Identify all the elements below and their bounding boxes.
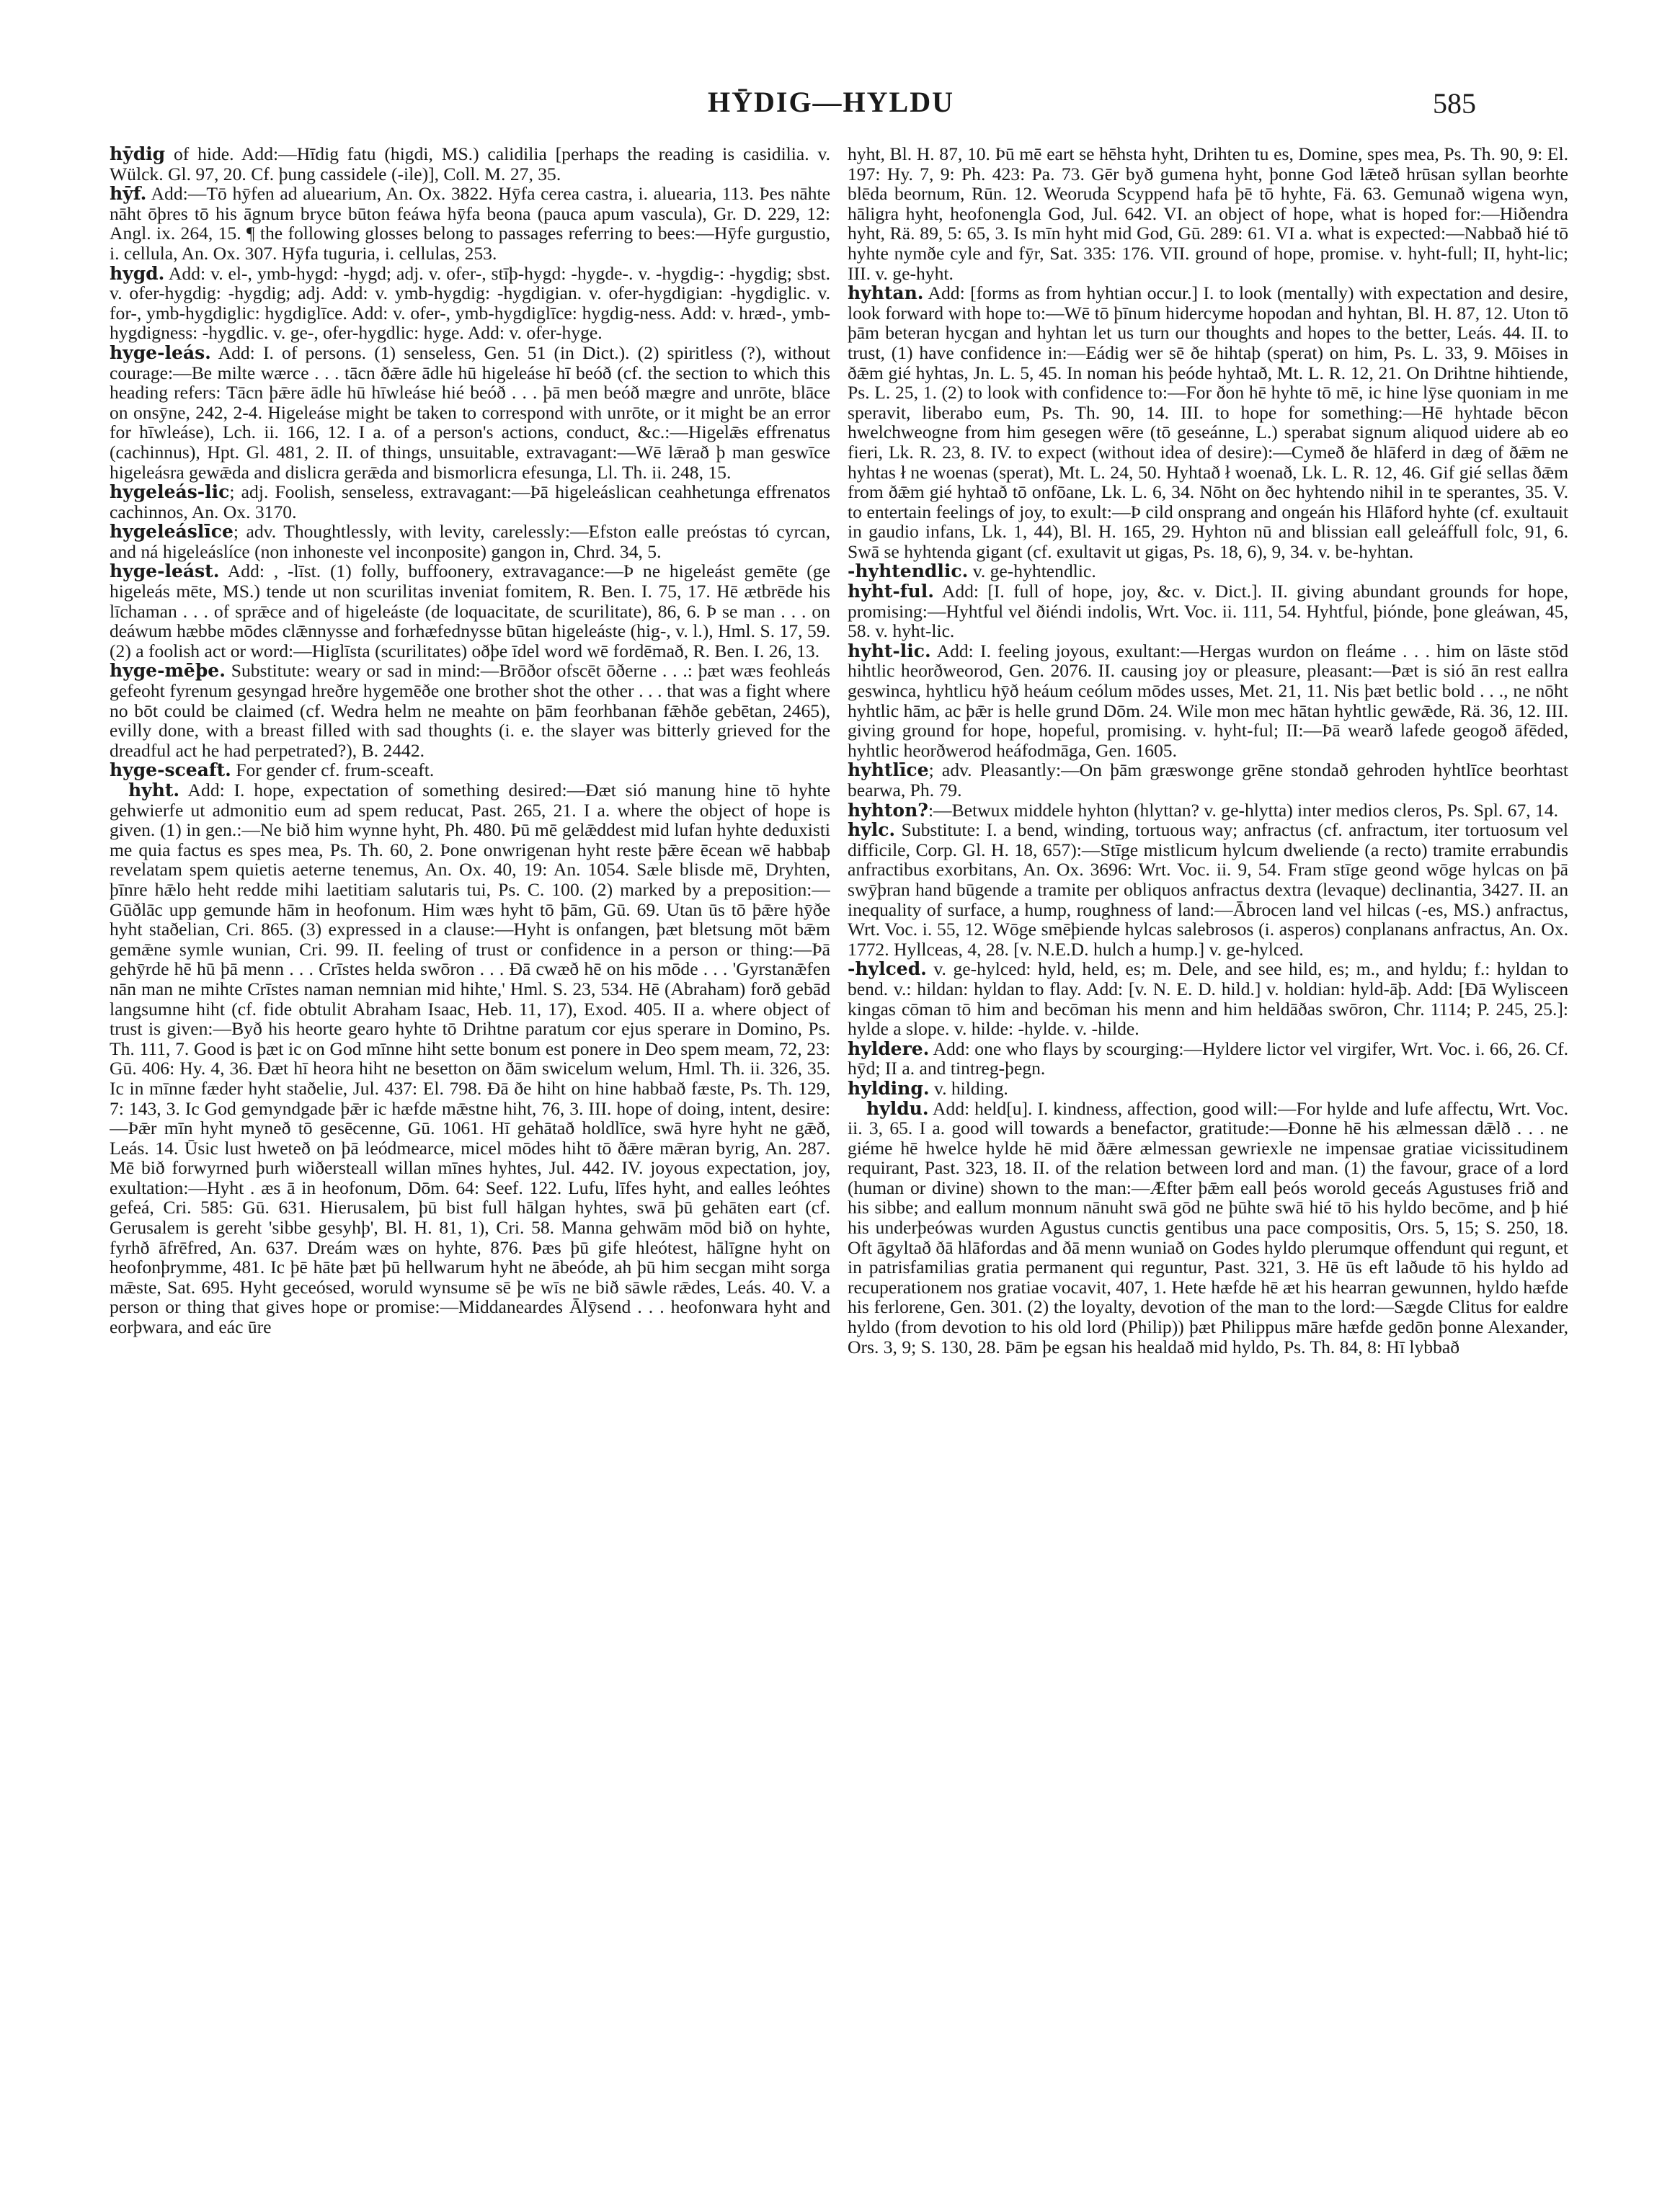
dictionary-entry (110, 661, 830, 760)
entry-text: ; adj. Foolish, senseless, extravagant:—Þā higeleáslican ceahhetunga effrenatos cachinnos, An. Ox. 3170. (110, 481, 830, 522)
entry-headword: hygeleás-lic (110, 481, 230, 503)
entry-text: Add: I. feeling joyous, exultant:—Hergas wurdon on fleáme . . . him on lāste stōd hihtlic heorðweorod, Gen. 2076. II. causing joy or pleasure, pleasant:—Þæt is sió ān rest eallra geswinca, hyhtlicu hȳð heáum ceólum mōdes usses, Met. 21, 11. Nis þæt betlic bold . . ., ne nōht hyhtlic hām, ac þǣr is helle grund Dōm. 24. Wile mon mec hātan hyhtlic gewǣde, Rä. 36, 12. III. giving ground for hope, hopeful, promising. v. hyht-ful; II:—Þā wearð lafede geogoð āfēded, hyhtlic heorðwerod heáfodmāga, Gen. 1605. (848, 640, 1568, 761)
entry-headword: -hylced. (848, 958, 927, 980)
entry-headword: hylding. (848, 1077, 930, 1099)
entry-text: Substitute: I. a bend, winding, tortuous way; anfractus (cf. anfractum, iter tortuosum vel difficile, Corp. Gl. H. 18, 657):—Stīge mistlicum hylcum dweliende (a recto) tramite errabundis anfractibus exorbitans, An. Ox. 3696: Wrt. Voc. ii. 9, 54. Fram stīge geond wōge hylcas on þā swȳþran hand būgende a tramite per obliquos anfractus dextra (levaque) declinantia, 3427. II. an inequality of surface, a hump, roughness of land:—Ābrocen land vel hilcas (-es, MS.) anfractus, Wrt. Voc. i. 55, 12. Wōge smēþiende hylcas salebrosos (i. asperos) conplanans anfractus, An. Ox. 1772. Hyllceas, 4, 28. [v. N.E.D. hulch a hump.] v. ge-hylced. (848, 819, 1568, 960)
page-header (0, 85, 1662, 135)
entry-headword: hyht-ful. (848, 581, 934, 602)
entry-headword: hyht. (128, 780, 180, 800)
dictionary-entry (110, 264, 830, 343)
entry-headword: hyldu. (866, 1097, 929, 1119)
dictionary-entry (848, 641, 1568, 761)
dictionary-entry (848, 959, 1568, 1038)
entry-headword: hyge-mēþe. (110, 660, 226, 682)
entry-headword: hyge-sceaft. (110, 759, 231, 781)
entry-text: v. ge-hylced: hyld, held, es; m. Dele, and see hild, es; m., and hyldu; f.: hyldan to bend. v.: hildan: hyldan to flay. Add: [v. N. E. D. hild.] v. holdian: hyld-āþ. Add: [Ðā Wylisceen kingas cōman tō him and becōman his menn and him heldāðas swōron, Chr. 1114; P. 245, 25.]: hylde a slope. v. hilde: -hylde. v. -hilde. (848, 958, 1568, 1040)
dictionary-entry (110, 343, 830, 482)
entry-headword: -hyhtendlic. (848, 561, 969, 582)
dictionary-entry (110, 184, 830, 263)
entry-headword: hyhtlīce (848, 759, 929, 781)
dictionary-entry (110, 780, 830, 1337)
entry-headword: hȳf. (110, 183, 147, 205)
dictionary-entry (110, 561, 830, 661)
dictionary-entry (848, 581, 1568, 641)
dictionary-entry (848, 760, 1568, 800)
entry-text: ; adv. Thoughtlessly, with levity, carelessly:—Efston ealle preóstas tó cyrcan, and ná higeleáslíce (non inhoneste vel inconposite) gangon in, Chrd. 34, 5. (110, 521, 830, 562)
dictionary-entry (110, 522, 830, 561)
dictionary-entry (848, 1099, 1568, 1357)
right-column (848, 144, 1568, 2162)
entry-text: Add:—Tō hȳfen ad aluearium, An. Ox. 3822. Hȳfa cerea castra, i. aluearia, 113. Þes nāhte nāht ōþres tō his āgnum bryce būton feáwa hȳfa beona (pauca apum vascula), Gr. D. 229, 12: Angl. ix. 264, 15. ¶ the following glosses belong to passages referring to bees:—Hȳfe gurgustio, i. cellula, An. Ox. 307. Hȳfa tuguria, i. cellulas, 253. (110, 183, 830, 264)
entry-text: v. ge-hyhtendlic. (968, 561, 1096, 582)
entry-headword: hygeleáslīce (110, 521, 234, 543)
entry-text: Add: held[u]. I. kindness, affection, good will:—For hylde and lufe affectu, Wrt. Voc. ii. 3, 65. I a. good will towards a benefactor, gratitude:—Ðonne hē his ælmessan dǣlð . . . ne giéme hē hwelce hylde hē mid ðǣre ælmessan gewriexle ne impensae gratiae vicissitudinem requirant, Past. 323, 18. II. of the relation between lord and man. (1) the favour, grace of a lord (human or divine) shown to the man:—Æfter þǣm eall þeós worold geceás Agustuses frið and his sibbe; and eallum monnum nānuht swā gōd ne þūhte swā hié tō his hyldo becōme, and þ hié his underþeówas wurden Agustus cunctis gentibus una pace compositis, Ors. 5, 15; S. 250, 18. Oft āgyltað ðā hlāfordas and ðā menn wuniað on Godes hyldo plerumque offendunt qui regunt, et in patrisfamilias gratia permanent qui reguntur, Past. 321, 3. Hē ūs eft laðude tō his hyldo ad recuperationem nos gratiae vocavit, 407, 1. Hete hæfde hē æt his hearran gewunnen, hyldo hæfde his ferlorene, Gen. 301. (2) the loyalty, devotion of the man to the lord:—Sægde Clitus for ealdre hyldo (from devotion to his old lord (Philip)) þæt Philippus māre hæfde gedōn þonne Alexander, Ors. 3, 9; S. 130, 28. Þām þe egsan his healdað mid hyldo, Ps. Th. 84, 8: Hī lybbað (848, 1097, 1568, 1357)
entry-text: Add: , -līst. (1) folly, buffoonery, extravagance:—Þ ne higeleást gemēte (ge higeleás mēte, MS.) tende ut non scurilitas inveniat fomitem, R. Ben. I. 75, 17. Hē ætbrēde his līchaman . . . of sprǣce and of higeleáste (de loquacitate, de scurilitate), 86, 6. Þ se man . . . on deáwum hæbbe mōdes clǣnnysse and forhæfednysse būtan higeleáste (hig-, v. l.), Hml. S. 17, 59. (2) a foolish act or word:—Higlīsta (scurilitates) oðþe īdel word wē fordēmað, R. Ben. I. 26, 13. (110, 561, 830, 661)
entry-headword: hyht-lic. (848, 640, 931, 661)
entry-text: v. hilding. (929, 1077, 1008, 1099)
entry-text: Add: [forms as from hyhtian occur.] I. to look (mentally) with expectation and desire, look forward with hope to:—Wē tō þīnum hidercyme hopodan and hyhtan, Bl. H. 87, 12. Uton tō þām beteran hycgan and hyhtan let us turn our thoughts and hopes to the better, Leás. 44. II. to trust, (1) have confidence in:—Eádig wer sē ðe hihtaþ (sperat) on him, Ps. L. 33, 9. Mōises in ðǣm gié hyhtas, Jn. L. 5, 45. In noman his þeóde hyhtað, Mt. L. R. 12, 21. On Drihtne hihtiende, Ps. L. 25, 1. (2) to look with confidence to:—For ðon hē hyhte tō mē, ic hine lȳse quoniam in me speravit, liberabo eum, Ps. Th. 90, 14. III. to hope for something:—Hē hyhtade bēcon hwelchweogne from him gesegen wēre (tō geseánne, L.) sperabat signum aliquod uidere ab eo fieri, Lk. R. 23, 8. IV. to expect (without idea of desire):—Cymeð ðe hlāferd in dæg of ðǣm ne hyhtas ł ne woenas (sperat), Mt. L. 24, 50. Hyhtað ł woenað, Lk. L. R. 12, 46. Gif gié sellas ðǣm from ðǣm gié hyhtað tō onfōane, Lk. L. 6, 34. Nōht on ðec hyhtendo nihil in te sperantes, 35. V. to entertain feelings of joy, to exult:—Þ cild onsprang and ongeán his Hlāford hyhte (cf. exultauit in gaudio infans, Lk. 1, 44), Bl. H. 165, 29. Hyhton nū and blissian eall geleáffull folc, 91, 6. Swā se hyhtenda gigant (cf. exultavit ut gigas, Ps. 18, 6), 9, 34. v. be-hyhtan. (848, 282, 1568, 562)
dictionary-entry (848, 561, 1568, 581)
dictionary-entry (110, 760, 830, 780)
entry-headword: hyldere. (848, 1038, 930, 1059)
entry-headword: hyge-leást. (110, 561, 220, 582)
entry-text: Add: v. el-, ymb-hygd: -hygd; adj. v. ofer-, stīþ-hygd: -hygde-. v. -hygdig-: -hygdig; sbst. v. ofer-hygdig: -hygdig; adj. Add: v. ymb-hygdig: -hygdigian. v. ofer-hygdigian: -hygdiglic. v. for-, ymb-hygdiglic: hygdiglīce. Add: v. ofer-, ymb-hygdiglīce: hygdig-ness. Add: v. hræd-, ymb-hygdigness: -hygdlic. v. ge-, ofer-hygdlic: hyge. Add: v. ofer-hyge. (110, 262, 830, 344)
entry-headword: hygd. (110, 262, 165, 284)
dictionary-entry (110, 144, 830, 184)
dictionary-entry (848, 1079, 1568, 1099)
entry-text: of hide. Add:—Hīdig fatu (higdi, MS.) calidilia [perhaps the reading is casidilia. v. Wülck. Gl. 97, 20. Cf. þung cassidele (-ile)], Coll. M. 27, 35. (110, 144, 830, 184)
entry-headword: hyhtan. (848, 282, 924, 304)
entry-text: For gender cf. frum-sceaft. (231, 759, 435, 781)
running-head: HȲDIG—HYLDU (707, 86, 955, 118)
left-column (110, 144, 830, 2162)
dictionary-entry (110, 482, 830, 522)
entry-text: Add: [I. full of hope, joy, &c. v. Dict.]. II. giving abundant grounds for hope, promising:—Hyhtful vel ðiéndi indolis, Wrt. Voc. ii. 111, 54. Hyhtful, þiónde, þone gleáwan, 45, 58. v. hyht-lic. (848, 581, 1568, 642)
entry-text: Substitute: weary or sad in mind:—Brōðor ofscēt ōðerne . . .: þæt wæs feohleás gefeoht fyrenum gesyngad hreðre hygemēðe one brother shot the other . . . that was a fight where no bōt could be claimed (cf. Wedra helm ne meahte on þām feorhbanan fǣhðe gebētan, 2465), evilly done, with a breast filled with sad thoughts (i. e. the slayer was bitterly grieved for the dreadful act he had perpetrated?), B. 2442. (110, 660, 830, 761)
entry-headword: hyhton? (848, 799, 928, 821)
entry-text: hyht, Bl. H. 87, 10. Þū mē eart se hēhsta hyht, Drihten tu es, Domine, spes mea, Ps. Th. 90, 9: El. 197: Hy. 7, 9: Ph. 423: Pa. 73. Gēr byð gumena hyht, þonne God lǣteð hrūsan syllan beorhte blēda beornum, Rūn. 12. Weoruda Scyppend hafa þē tō hyhte, Fä. 63. Gemunað wigena wyn, hāligra hyht, heofonengla God, Jul. 642. VI. an object of hope, what is hoped for:—Hiðendra hyht, Rä. 89, 5: 65, 3. Is mīn hyht mid God, Gū. 289: 61. VI a. what is expected:—Nabbað hié tō hyhte nymðe cyle and fȳr, Sat. 335: 176. VII. ground of hope, promise. v. hyht-full; II, hyht-lic; III. v. ge-hyht. (848, 144, 1568, 284)
entry-headword: hȳdig (110, 144, 166, 164)
dictionary-entry (848, 283, 1568, 561)
entry-text: Add: one who flays by scourging:—Hyldere lictor vel virgifer, Wrt. Voc. i. 66, 26. Cf. hȳd; II a. and tintreg-þegn. (848, 1038, 1568, 1079)
entry-text: :—Betwux middele hyhton (hlyttan? v. ge-hlytta) inter medios cleros, Ps. Spl. 67, 14. (928, 799, 1559, 821)
dictionary-entry (848, 1039, 1568, 1079)
entry-headword: hylc. (848, 819, 896, 841)
dictionary-entry (848, 820, 1568, 959)
entry-text: ; adv. Pleasantly:—On þām græswonge grēne stondað gehroden hyhtlīce beorhtast bearwa, Ph. 79. (848, 759, 1568, 800)
dictionary-entry (848, 800, 1568, 821)
entry-text: Add: I. of persons. (1) senseless, Gen. 51 (in Dict.). (2) spiritless (?), without courage:—Be milte wærce . . . tācn ðǣre ādle hū higeleáse hī beóð (cf. the section to which this heading refers: Tācn þǣre ādle hū hīwleáse hié beóð . . . þā men beóð mægre and unrōte, blāce on onsȳne, 242, 2-4. Higeleáse might be taken to correspond with unrōte, or it might be an error for hīwleáse), Lch. ii. 166, 12. I a. of a person's actions, conduct, &c.:—Higelǣs effrenatus (cachinnus), Hpt. Gl. 481, 2. II. of things, unsuitable, extravagant:—Wē lǣrað þ man geswīce higeleásra gewǣda and dislicra gerǣda and bismorlicra efesunga, Ll. Th. ii. 248, 15. (110, 342, 830, 483)
page-number: 585 (1433, 87, 1476, 120)
entry-text: Add: I. hope, expectation of something desired:—Ðæt sió manung hine tō hyhte gehwierfe ut admonitio eum ad spem reducat, Past. 265, 21. I a. where the object of hope is given. (1) in gen.:—Ne bið him wynne hyht, Ph. 480. Þū mē gelǣddest mid lufan hyhte deduxisti me quia factus es spes mea, Ps. Th. 60, 2. Þone onwrigenan hyht reste þǣre ēcean wē habbaþ revelatam spem quietis aeterne tenemus, An. Ox. 40, 19: An. 1054. Sæle blisde mē, Dryhten, þīnre hǣlo heht redde mihi laetitiam salutaris tui, Ps. C. 100. (2) marked by a preposition:—Gūðlāc upp gemunde hām in heofonum. Him wæs hyht tō þām, Gū. 69. Utan ūs tō þǣre hȳðe hyht staðelian, Cri. 865. (3) expressed in a clause:—Hyht is onfangen, þæt bletsung mōt bǣm gemǣne symle wunian, Cri. 99. II. feeling of trust or confidence in a person or thing:—Þā gehȳrde hē hū þā menn . . . Crīstes helda swōron . . . Ðā cwæð hē on his mōde . . . 'Gyrstanǣfen nān man ne mihte Crīstes naman nemnian mid hihte,' Hml. S. 23, 534. Hē (Abraham) forð gebād langsumne hiht (cf. fide obtulit Abraham Isaac, Heb. 11, 17), Exod. 405. II a. where object of trust is given:—Byð his heorte gearo hyhte tō Drihtne paratum cor ejus sperare in Domino, Ps. Th. 111, 7. Good is þæt ic on God mīnne hiht sette bonum est ponere in Deo spem meam, 72, 23: Gū. 406: Hy. 4, 36. Ðæt hī heora hiht ne besetton on ðām swicelum welum, Hml. Th. ii. 326, 35. Ic in mīnne fæder hyht staðelie, Jul. 437: El. 798. Ðā ðe hiht on hine habbað fæste, Ps. Th. 129, 7: 143, 3. Ic God gemyndgade þǣr ic hæfde mǣstne hiht, 76, 3. III. hope of doing, intent, desire:—Þǣr mīn hyht myneð tō gesēcenne, Gū. 1061. Hī gehātað holdlīce, swā hyre hyht ne gǣð, Leás. 14. Ūsic lust hweteð on þā leódmearce, micel mōdes hiht tō ðǣre mǣran byrig, An. 287. Mē bið forwyrned þurh wiðersteall willan mīnes hyhtes, Jul. 442. IV. joyous expectation, joy, exultation:—Hyht . æs ā in heofonum, Dōm. 64: Seef. 122. Lufu, līfes hyht, and ealles leóhtes gefeá, Cri. 585: Gū. 631. Hierusalem, þū bist full hālgan hyhtes, swā þū gehāten eart (cf. Gerusalem is gereht 'sibbe gesyhþ', Bl. H. 81, 1), Cri. 58. Manna gehwām mōd bið on hyhte, fyrhð āfrēfred, An. 637. Dreám wæs on hyhte, 876. Þæs þū gife hleótest, hālīgne hyht on heofonþrymme, 481. Ic þē hāte þæt þū hellwarum hyht ne ābeóde, ah þū him secgan miht sorga mǣste, Sat. 695. Hyht geceósed, woruld wynsume sē þe wīs ne bið sāwle rǣdes, Leás. 40. V. a person or thing that gives hope or promise:—Middaneardes Ālȳsend . . . heofonwara hyht and eorþwara, and eác ūre (110, 780, 830, 1338)
dictionary-entry (848, 144, 1568, 283)
entry-headword: hyge-leás. (110, 342, 211, 363)
